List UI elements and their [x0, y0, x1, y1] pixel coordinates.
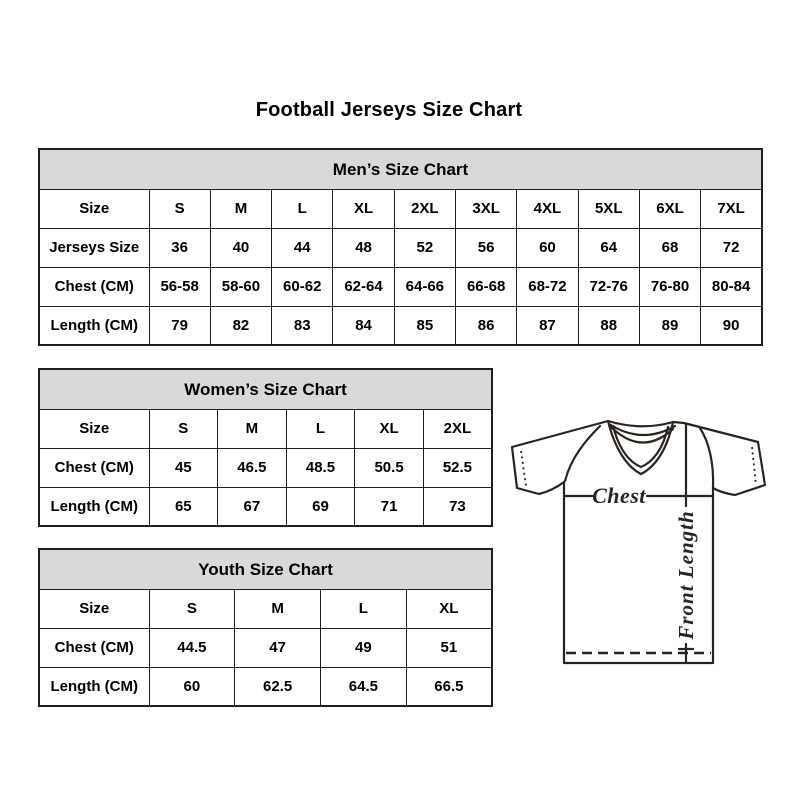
cell-value: L: [286, 409, 355, 448]
cell-value: 46.5: [218, 448, 287, 487]
cell-value: 60-62: [272, 267, 333, 306]
row-label: Size: [39, 409, 149, 448]
cell-value: 44: [272, 228, 333, 267]
cell-value: 68: [639, 228, 700, 267]
table-row: [39, 267, 762, 306]
cell-value: 85: [394, 306, 455, 345]
cell-value: S: [149, 589, 235, 628]
cell-value: M: [210, 189, 271, 228]
cell-value: 83: [272, 306, 333, 345]
cell-value: XL: [406, 589, 492, 628]
cell-value: 51: [406, 628, 492, 667]
cell-value: XL: [355, 409, 424, 448]
cell-value: 62.5: [235, 667, 321, 706]
cell-value: 73: [423, 487, 492, 526]
cell-value: 60: [517, 228, 578, 267]
row-label: Chest (CM): [39, 267, 149, 306]
table-section-header-youth: Youth Size Chart: [39, 549, 492, 589]
cell-value: 6XL: [639, 189, 700, 228]
table-row: [39, 448, 492, 487]
cell-value: S: [149, 189, 210, 228]
table-row: [39, 628, 492, 667]
cell-value: 68-72: [517, 267, 578, 306]
cell-value: S: [149, 409, 218, 448]
cell-value: 40: [210, 228, 271, 267]
cell-value: 44.5: [149, 628, 235, 667]
cell-value: 89: [639, 306, 700, 345]
cell-value: 48.5: [286, 448, 355, 487]
cell-value: 36: [149, 228, 210, 267]
cell-value: 2XL: [423, 409, 492, 448]
table-row: [39, 409, 492, 448]
cell-value: 69: [286, 487, 355, 526]
jersey-measurement-diagram: [495, 405, 780, 690]
jersey-outline-shape: [512, 421, 765, 663]
cell-value: 7XL: [701, 189, 762, 228]
cell-value: 72: [701, 228, 762, 267]
cell-value: 50.5: [355, 448, 424, 487]
cell-value: 56: [455, 228, 516, 267]
cell-value: 86: [455, 306, 516, 345]
row-label: Chest (CM): [39, 628, 149, 667]
cell-value: 52: [394, 228, 455, 267]
row-label: Size: [39, 189, 149, 228]
cell-value: 87: [517, 306, 578, 345]
cell-value: 80-84: [701, 267, 762, 306]
page-title: Football Jerseys Size Chart: [255, 99, 523, 121]
cell-value: 65: [149, 487, 218, 526]
table-row: [39, 189, 762, 228]
cell-value: 66.5: [406, 667, 492, 706]
row-label: Chest (CM): [39, 448, 149, 487]
cell-value: 66-68: [455, 267, 516, 306]
cell-value: 88: [578, 306, 639, 345]
cell-value: 52.5: [423, 448, 492, 487]
cell-value: 4XL: [517, 189, 578, 228]
table-row: [39, 306, 762, 345]
cell-value: 82: [210, 306, 271, 345]
cell-value: 2XL: [394, 189, 455, 228]
row-label: Length (CM): [39, 306, 149, 345]
womens-size-table: [38, 368, 493, 527]
cell-value: 64.5: [321, 667, 407, 706]
cell-value: 90: [701, 306, 762, 345]
row-label: Length (CM): [39, 667, 149, 706]
cell-value: 56-58: [149, 267, 210, 306]
table-row: [39, 589, 492, 628]
chest-label: Chest: [592, 483, 646, 508]
cell-value: 67: [218, 487, 287, 526]
front-length-label: Front Length: [674, 510, 698, 640]
row-label: Size: [39, 589, 149, 628]
cell-value: 64-66: [394, 267, 455, 306]
cell-value: 60: [149, 667, 235, 706]
cell-value: M: [235, 589, 321, 628]
cell-value: L: [321, 589, 407, 628]
table-row: [39, 487, 492, 526]
cell-value: 47: [235, 628, 321, 667]
cell-value: 3XL: [455, 189, 516, 228]
cell-value: 45: [149, 448, 218, 487]
table-section-header-mens: Men’s Size Chart: [39, 149, 762, 189]
cell-value: 76-80: [639, 267, 700, 306]
table-section-header-womens: Women’s Size Chart: [39, 369, 492, 409]
cell-value: XL: [333, 189, 394, 228]
cell-value: 64: [578, 228, 639, 267]
cell-value: 62-64: [333, 267, 394, 306]
youth-size-table: [38, 548, 493, 707]
row-label: Length (CM): [39, 487, 149, 526]
cell-value: 72-76: [578, 267, 639, 306]
cell-value: 58-60: [210, 267, 271, 306]
table-row: [39, 228, 762, 267]
table-row: [39, 667, 492, 706]
cell-value: 49: [321, 628, 407, 667]
cell-value: 48: [333, 228, 394, 267]
cell-value: 84: [333, 306, 394, 345]
cell-value: M: [218, 409, 287, 448]
row-label: Jerseys Size: [39, 228, 149, 267]
cell-value: L: [272, 189, 333, 228]
cell-value: 5XL: [578, 189, 639, 228]
mens-size-table: [38, 148, 763, 346]
cell-value: 71: [355, 487, 424, 526]
cell-value: 79: [149, 306, 210, 345]
